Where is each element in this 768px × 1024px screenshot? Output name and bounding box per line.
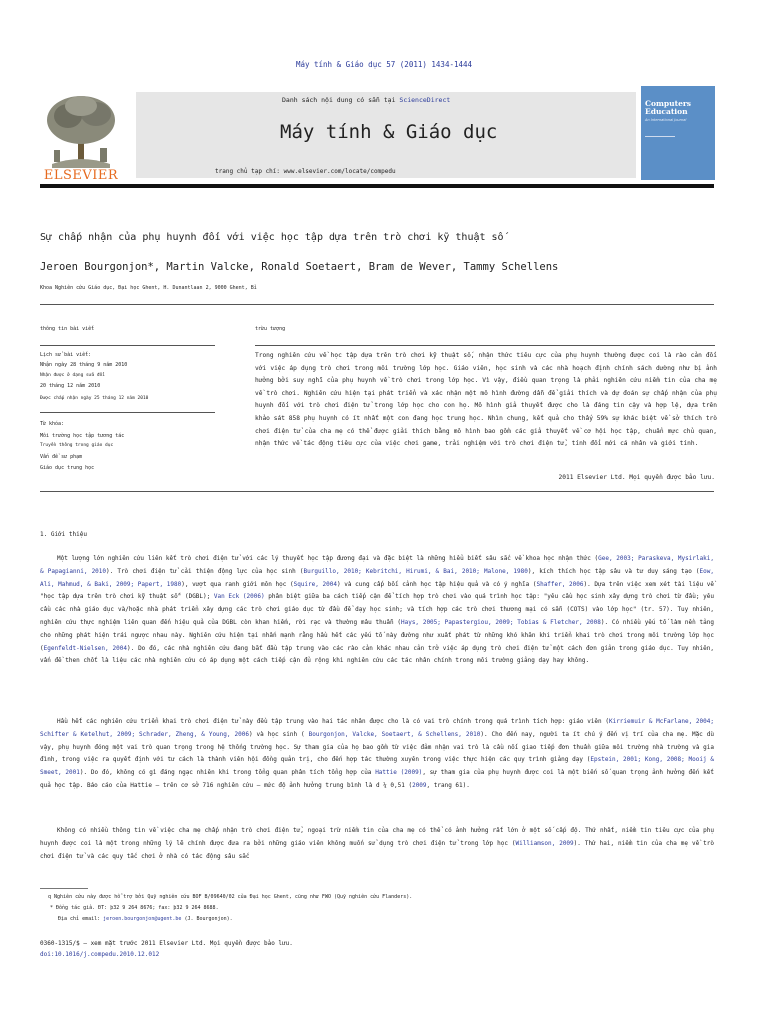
paragraph-text: ), vượt qua ranh giới môn học ( [181, 580, 294, 588]
keyword-item: Giáo dục trung học [40, 465, 95, 471]
email-footnote [58, 916, 233, 922]
sciencedirect-link[interactable]: ScienceDirect [399, 96, 451, 104]
paragraph-text: ) và học sinh ( [248, 730, 309, 738]
email-label: Địa chỉ email: [58, 916, 104, 922]
corresponding-author-footnote: * Đồng tác giả. ĐT: þ32 9 264 8676; fax: þ32 9 264 8688. [50, 905, 219, 911]
section-heading: 1. Giới thiệu [40, 531, 87, 538]
divider [40, 345, 215, 346]
paragraph-text: ) và cung cấp bối cảnh học tập hiệu quả và có ý nghĩa ( [337, 580, 537, 588]
citation-link[interactable]: Williamson, 2009 [515, 839, 574, 847]
paragraph-text: ). Dựa trên việc xem xét tài liệu về "học tập dựa trên trò chơi kỹ thuật số" (DGBL); [40, 580, 714, 601]
cover-subtitle: An International Journal [645, 118, 687, 122]
divider [40, 491, 714, 492]
journal-homepage[interactable]: trang chủ tạp chí: www.elsevier.com/locate/compedu [215, 168, 396, 175]
paragraph-text: ). Có nhiều yếu tố làm nền tảng cho những phát hiện trái ngược nhau này. Nghiên cứu hiện tại nhấn mạnh rằng hầu hết các yếu tố này đường như xuất phát từ những khó khăn khi triển khai trò chơi trong môi trường lớp học ( [40, 618, 714, 652]
revised-label: Nhận được ở dạng sửa đổi [40, 373, 106, 378]
keyword-item: Vấn đề sư phạm [40, 454, 83, 460]
citation-link[interactable]: Kirriemuir & McFarlane, 2004; Schifter & Ketelhut, 2009; Schrader, Zheng, & Young, 2006 [40, 718, 714, 738]
email-link[interactable]: jeroen.bourgonjon@ugent.be [103, 916, 182, 922]
paragraph-2 [40, 716, 714, 793]
paragraph-text: phân biệt giữa ba cách tiếp cận để tích hợp trò chơi vào quá trình học tập: "yêu cầu học sinh xây dựng trò chơi từ đầu; yêu cầu các nhà giáo dục và/hoặc nhà phát triển xây dựng các trò chơi giáo dục từ đầu để dạy học sinh; và tích hợp các trò chơi thương mại có sẵn (COTS) vào lớp học" (tr. 57). Tuy nhiên, nghiên cứu thực nghiệm liên quan đến hiệu quả của DGBL còn khan hiếm, rời rạc và thường mâu thuẫn ( [40, 593, 715, 626]
article-title: Sự chấp nhận của phụ huynh đối với việc học tập dựa trên trò chơi kỹ thuật số [40, 232, 504, 243]
article-authors: Jeroen Bourgonjon*, Martin Valcke, Ronald Soetaert, Bram de Wever, Tammy Schellens [40, 261, 559, 273]
elsevier-logo [40, 88, 122, 184]
citation-link[interactable]: Hattie (2009) [375, 769, 423, 777]
cover-line [645, 136, 675, 137]
history-label: Lịch sử bài viết: [40, 352, 92, 358]
abstract-text: Trong nghiên cứu về học tập dựa trên trò chơi kỹ thuật số, nhận thức tiêu cực của phụ huynh thường được coi là rào cản đối với việc áp dụng trò chơi trong môi trường lớp học. Giáo viên, học sinh và các nhà hoạch định chính sách dường như bị ảnh hưởng bởi suy nghĩ của phụ huynh về trò chơi trong lớp học. Vì vậy, điều quan trọng là phải nghiên cứu niềm tin của cha mẹ về trò chơi. Nghiên cứu hiện tại phát triển và xác nhận một mô hình đường dẫn để giải thích và dự đoán sự chấp nhận của phụ huynh đối với trò chơi điện tử trong lớp học cho con họ. Mô hình giả thuyết được cho là đáng tin cậy và hợp lệ, dựa trên khảo sát 858 phụ huynh có ít nhất một con đang học trung học. Nhìn chung, kết quả cho thấy 59% sự khác biệt về sở thích trò chơi điện tử của cha mẹ có thể được giải thích bằng mô hình bao gồm các giả thuyết về cơ hội học tập, chuẩn mực chủ quan, nhận thức về tác động tiêu cực của việc chơi game, trải nghiệm với trò chơi điện tử, tính đổi mới cá nhân và giới tính. [255, 352, 717, 448]
divider [255, 345, 715, 346]
paragraph-text: ). Do đó, các nhà nghiên cứu đang bắt đầu tập trung vào các rào cản khác nhau cản trở việc áp dụng trò chơi điện tử một cách đơn giản trong giáo dục. Tuy nhiên, vấn đề then chốt là liệu các nhà nghiên cứu có áp dụng một cách tiếp cận đủ rộng khi nghiên cứu các tác nhân chính trong môi trường giảng dạy hay không. [40, 644, 714, 665]
abstract-copyright: 2011 Elsevier Ltd. Mọi quyền được bảo lưu. [558, 474, 715, 481]
revised-date: 20 tháng 12 năm 2010 [40, 383, 101, 389]
cover-title: Computers Education [645, 99, 692, 116]
paragraph-text: ). Do đó, không có gì đáng ngạc nhiên khi trong tổng quan phân tích tổng hợp của [79, 769, 376, 777]
paragraph-text: ). Trò chơi điện tử cải thiện động lực của học sinh ( [106, 567, 304, 575]
available-prefix: Danh sách nội dung có sẵn tại [282, 96, 400, 104]
elsevier-wordmark: ELSEVIER [43, 168, 119, 183]
citation-link[interactable]: Van Eck (2006) [213, 593, 265, 601]
paragraph-text: , sự tham gia của phụ huynh được coi là một biến số quan trọng ảnh hưởng đến kết quả học tập. Báo cáo của Hattie – trên cơ sở 716 nghiên cứu – mức độ ảnh hưởng trung bình là d ¼ 0,51 ( [40, 769, 714, 789]
journal-title: Máy tính & Giáo dục [280, 121, 498, 143]
keyword-item: Môi trường học tập tương tác [40, 433, 125, 439]
divider [40, 412, 215, 413]
paragraph-1 [40, 553, 714, 668]
citation-link[interactable]: Bourgonjon, Valcke, Soetaert, & Schellens, 2010 [308, 730, 481, 738]
header-rule [40, 184, 714, 188]
paragraph-text: Một lượng lớn nghiên cứu liên kết trò chơi điện tử với các lý thuyết học tập đương đại và đặc biệt là những hiểu biết sâu sắc về khoa học nhận thức ( [57, 555, 599, 562]
author-affiliation: Khoa Nghiên cứu Giáo dục, Đại học Ghent, H. Dunantlaan 2, 9000 Ghent, Bỉ [40, 285, 257, 291]
issn-line: 0360-1315/$ – xem mặt trước 2011 Elsevier Ltd. Mọi quyền được bảo lưu. [40, 940, 293, 947]
citation-link[interactable]: Epstein, 2001; Kong, 2008; Mooij & Smeet, 2001 [40, 756, 714, 777]
paragraph-text: , trang 61). [426, 781, 470, 789]
paragraph-text: ). Thứ hai, niềm tin của cha mẹ về trò chơi điện tử và các quy tắc chơi ở nhà có tác động sâu sắc [40, 839, 714, 860]
footnote-rule [40, 888, 88, 889]
paragraph-text: ). Cho đến nay, người ta ít chú ý đến vị trí của cha mẹ. Mặc dù vậy, phụ huynh đóng một vai trò quan trọng trong hệ thống trường học. Sự tham gia của họ bao gồm từ việc đảm nhận vai trò là cầu nối giao tiếp đơn thuần giữa môi trường nhà trường và gia đình, trong việc ra quyết định với tư cách là thành viên hội đồng quản trị, cho đến hợp tác thường xuyên trong việc thực hiện các quy trình giảng dạy ( [40, 730, 715, 764]
abstract-heading: trừu tượng [255, 326, 286, 332]
citation-link[interactable]: Shaffer, 2006 [536, 580, 584, 588]
paragraph-text: Không có nhiều thông tin về việc cha mẹ chấp nhận trò chơi điện tử, ngoại trừ niềm tin của cha mẹ có thể có ảnh hưởng rất lớn ở một số cấp độ. Thứ nhất, niềm tin tiêu cực của phụ huynh được coi là một trong những lý lẽ chính được đưa ra bởi những giáo viên không muốn sử dụng trò chơi điện tử trong lớp học ( [40, 827, 714, 847]
funding-footnote: q Nghiên cứu này được hỗ trợ bởi Quỹ nghiên cứu BOF B/09640/02 của Đại học Ghent, cũng như FWO (Quỹ nghiên cứu Flanders). [48, 894, 413, 900]
citation-link[interactable]: Burguillo, 2010; Kebritchi, Hirumi, & Bai, 2010; Malone, 1980 [303, 567, 528, 575]
citation-link[interactable]: Hays, 2005; Papastergiou, 2009; Tobias & Fletcher, 2008 [400, 618, 601, 626]
paragraph-text: Hầu hết các nghiên cứu triển khai trò chơi điện tử này đều tập trung vào hai tác nhân được cho là có vai trò chính trong quá trình tích hợp: giáo viên ( [57, 718, 609, 725]
divider [40, 304, 714, 305]
journal-cover-image [641, 86, 715, 180]
paragraph-text: ), kích thích học tập sâu và tư duy sáng tạo ( [527, 567, 700, 575]
journal-reference[interactable]: Máy tính & Giáo dục 57 (2011) 1434-1444 [295, 60, 473, 69]
citation-link[interactable]: Egenfeldt-Nielsen, 2004 [43, 644, 127, 652]
received-date: Nhận ngày 28 tháng 9 năm 2010 [40, 362, 128, 368]
available-online-line [282, 96, 450, 104]
article-info-heading: thông tin bài viết [40, 326, 95, 332]
paragraph-3 [40, 825, 714, 863]
citation-link[interactable]: Squire, 2004 [293, 580, 337, 588]
keywords-label: Từ khóa: [40, 421, 65, 427]
accepted-date: Được chấp nhận ngày 25 tháng 12 năm 2010 [40, 396, 149, 401]
citation-link[interactable]: Gee, 2003; Paraskeva, Mysirlaki, & Papagianni, 2010 [40, 555, 715, 575]
doi-link[interactable]: doi:10.1016/j.compedu.2010.12.012 [40, 951, 160, 958]
email-suffix: (J. Bourgonjon). [181, 916, 233, 922]
keyword-item: Truyền thông trong giáo dục [40, 443, 114, 448]
citation-link[interactable]: Eow, Ali, Mahmud, & Baki, 2009; Papert, 1980 [40, 567, 714, 588]
citation-link[interactable]: 2009 [412, 781, 427, 789]
